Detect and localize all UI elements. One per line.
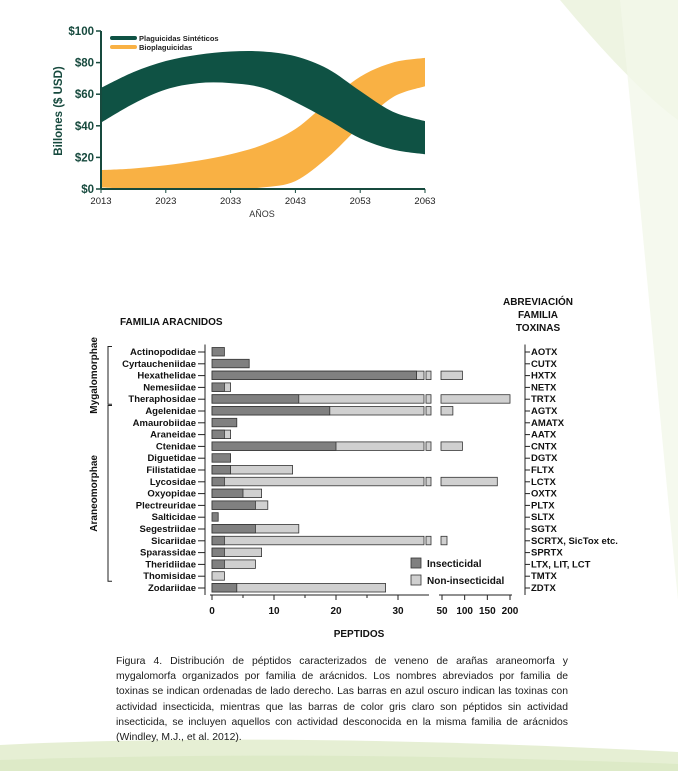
y-tick-label: $80 <box>74 57 94 70</box>
toxin-abbr-label: AGTX <box>531 406 558 417</box>
bar-insecticidal <box>212 584 237 593</box>
bar-non-insecticidal-continued <box>441 477 497 486</box>
toxin-abbr-label: ZDTX <box>531 583 556 594</box>
legend-label: Bioplaguicidas <box>139 43 193 52</box>
bar-row <box>156 441 558 452</box>
x-tick-label: 0 <box>209 606 215 617</box>
bar-insecticidal <box>212 525 255 534</box>
bar-row <box>151 536 618 547</box>
toxin-abbr-label: NETX <box>531 382 557 394</box>
x-tick-label: 100 <box>456 606 474 617</box>
bar-row <box>145 559 590 570</box>
group-bracket <box>108 347 112 405</box>
toxin-abbr-label: DGTX <box>531 453 558 465</box>
toxin-abbr-label: SGTX <box>531 524 557 535</box>
family-label: Ctenidae <box>155 441 196 453</box>
toxin-abbr-label: CUTX <box>531 358 557 370</box>
right-header-line-1: ABREVIACIÓN <box>502 297 574 308</box>
toxin-abbr-label: AATX <box>531 429 557 441</box>
bar-insecticidal <box>212 442 336 451</box>
family-label: Filistatidae <box>146 465 196 476</box>
family-label: Sparassidae <box>140 547 196 559</box>
y-tick-label: $60 <box>74 89 94 102</box>
family-label: Diguetidae <box>147 453 196 465</box>
bar-non-insecticidal-continued <box>441 407 453 416</box>
family-label: Actinopodidae <box>130 347 196 358</box>
toxin-abbr-label: LTX, LIT, LCT <box>531 559 591 571</box>
left-header: FAMILIA ARACNIDOS <box>120 317 223 328</box>
bar-row <box>147 489 557 500</box>
y-tick-label: $20 <box>74 152 94 165</box>
legend-label: Plaguicidas Sintéticos <box>139 34 219 43</box>
bar-non-insecticidal <box>212 536 424 545</box>
bar-insecticidal <box>212 383 224 392</box>
toxin-abbr-label: OXTX <box>531 488 557 500</box>
bar-break-piece <box>426 536 431 545</box>
bar-non-insecticidal-continued <box>441 536 447 545</box>
family-label: Theridiidae <box>145 559 196 571</box>
bar-non-insecticidal <box>212 572 224 581</box>
family-label: Agelenidae <box>145 406 196 417</box>
family-label: Segestriidae <box>139 524 196 535</box>
bar-non-insecticidal <box>212 477 424 486</box>
toxin-abbr-label: AMATX <box>531 417 565 429</box>
toxin-abbr-label: FLTX <box>531 465 555 476</box>
bar-row <box>150 477 557 488</box>
bar-row <box>152 512 556 523</box>
bar-row <box>130 347 558 358</box>
bar-row <box>150 430 557 441</box>
legend-label: Non-insecticidal <box>427 576 505 587</box>
toxin-abbr-label: SCRTX, SicTox etc. <box>531 535 618 547</box>
bar-break-piece <box>426 371 431 380</box>
bar-insecticidal <box>212 501 255 510</box>
bar-break-piece <box>426 442 431 451</box>
toxin-abbr-label: TRTX <box>531 394 556 406</box>
bar-row <box>145 406 558 417</box>
bar-insecticidal <box>212 348 224 357</box>
group-label: Mygalomorphae <box>89 337 100 414</box>
family-label: Thomisidae <box>143 571 196 583</box>
group-bracket <box>108 406 112 582</box>
bar-insecticidal <box>212 536 224 545</box>
family-label: Cyrtaucheniidae <box>122 358 196 370</box>
bar-insecticidal <box>212 395 299 404</box>
family-label: Hexathelidae <box>137 370 196 382</box>
x-tick-label: 2063 <box>414 196 436 207</box>
family-label: Oxyopidae <box>147 488 196 500</box>
family-label: Sicariidae <box>151 535 196 547</box>
family-label: Nemesiidae <box>143 382 196 394</box>
bar-row <box>147 453 558 464</box>
legend-swatch <box>411 558 421 568</box>
bar-insecticidal <box>212 489 243 498</box>
bar-row <box>140 548 563 559</box>
family-label: Araneidae <box>150 429 196 441</box>
x-tick-label: 10 <box>268 606 280 617</box>
x-axis-label: PEPTIDOS <box>333 629 385 640</box>
bar-row <box>146 465 554 476</box>
toxin-abbr-label: HXTX <box>531 370 557 382</box>
x-tick-label: 30 <box>392 606 404 617</box>
bar-insecticidal <box>212 359 249 368</box>
legend-label: Insecticidal <box>427 559 482 570</box>
family-label: Lycosidae <box>149 476 196 488</box>
bar-insecticidal <box>212 407 330 416</box>
bar-non-insecticidal-continued <box>441 371 462 380</box>
bar-insecticidal <box>212 513 218 522</box>
y-tick-label: $100 <box>68 26 94 38</box>
x-tick-label: 150 <box>478 606 496 617</box>
bar-row <box>140 524 558 535</box>
bar-non-insecticidal-continued <box>441 442 462 451</box>
bar-insecticidal <box>212 371 417 380</box>
x-tick-label: 2023 <box>155 196 177 207</box>
x-tick-label: 2053 <box>349 196 371 207</box>
x-tick-label: 2043 <box>284 196 306 207</box>
x-tick-label: 50 <box>436 606 448 617</box>
toxin-abbr-label: TMTX <box>531 571 557 583</box>
bar-row <box>122 359 557 370</box>
toxin-abbr-label: SPRTX <box>531 547 563 559</box>
x-axis-label: AÑOS <box>249 209 275 219</box>
toxin-abbr-label: LCTX <box>531 476 556 488</box>
bar-non-insecticidal <box>212 584 386 593</box>
bar-insecticidal <box>212 477 224 486</box>
toxin-abbr-label: SLTX <box>531 512 555 524</box>
figure-caption: Figura 4. Distribución de péptidos caracterizados de veneno de arañas araneomorfa y mygalomorfa organizados por familia de arácnidos. Los nombres abreviados por familia de toxinas se indican ordenadas de lado derecho. Las barras en azul oscuro indican las toxinas con actividad insecticida, mientras que las barras de color gris claro son péptidos sin actividad insecticida, se incluyen aquellos con actividad desconocida en la misma familia de arácnidos (Windley, M.J., et al. 2012). <box>116 656 568 744</box>
bar-insecticidal <box>212 418 237 427</box>
family-label: Theraphosidae <box>128 394 196 406</box>
x-tick-label: 2033 <box>220 196 242 207</box>
family-label: Plectreuridae <box>135 500 196 512</box>
bar-insecticidal <box>212 454 231 463</box>
bar-non-insecticidal-continued <box>441 395 510 404</box>
x-tick-label: 2013 <box>90 196 112 207</box>
bar-insecticidal <box>212 560 224 569</box>
bar-break-piece <box>426 407 431 416</box>
bar-row <box>137 371 557 382</box>
bar-break-piece <box>426 477 431 486</box>
family-label: Salticidae <box>151 512 196 524</box>
bar-row <box>136 500 555 511</box>
bar-insecticidal <box>212 548 224 557</box>
bar-row <box>133 418 565 429</box>
legend-swatch <box>411 575 421 585</box>
toxin-abbr-label: CNTX <box>531 441 557 453</box>
x-tick-label: 200 <box>501 606 519 617</box>
group-label: Araneomorphae <box>89 455 100 532</box>
family-label: Amaurobiidae <box>132 417 196 429</box>
right-header-line-2: FAMILIA <box>518 310 558 321</box>
y-axis-label: Billones ($ USD) <box>53 66 65 156</box>
y-tick-label: $40 <box>74 120 94 133</box>
right-header-line-3: TOXINAS <box>515 323 561 334</box>
toxin-abbr-label: AOTX <box>531 347 558 358</box>
family-label: Zodariidae <box>147 583 196 594</box>
toxin-abbr-label: PLTX <box>531 500 555 512</box>
bar-row <box>128 394 556 405</box>
bar-insecticidal <box>212 430 224 439</box>
x-tick-label: 20 <box>330 606 342 617</box>
bar-insecticidal <box>212 466 231 475</box>
y-tick-label: $0 <box>81 184 94 196</box>
bar-break-piece <box>426 395 431 404</box>
